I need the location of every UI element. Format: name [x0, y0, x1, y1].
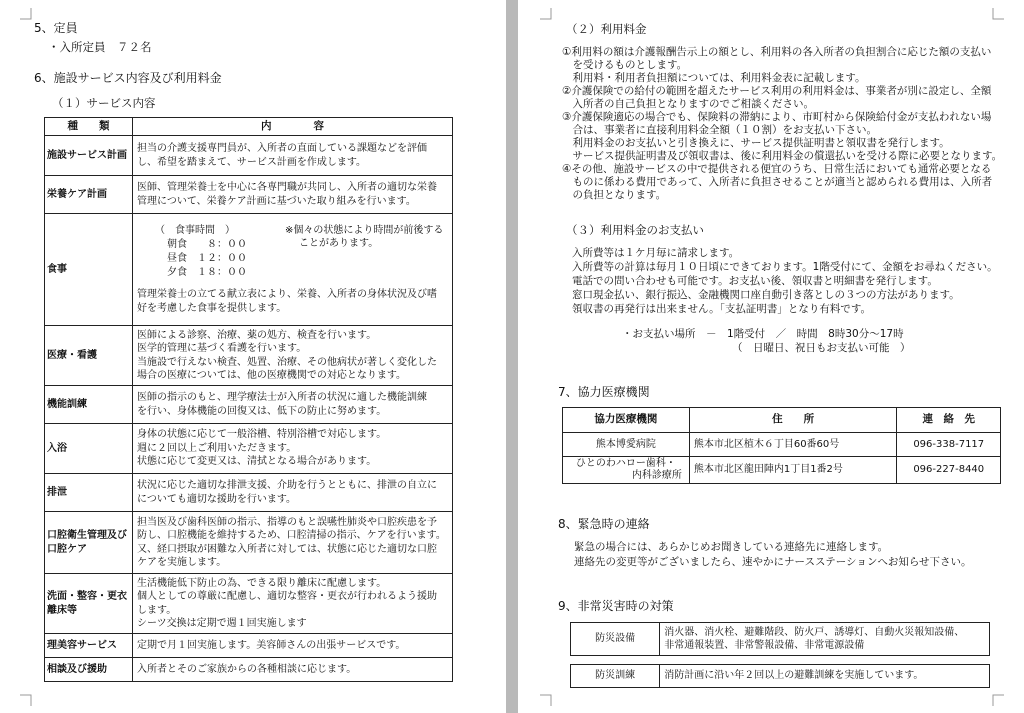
- crop-mark-icon: [992, 694, 1004, 706]
- section-7-heading: 7、協力医療機関: [558, 385, 650, 399]
- table-row: [45, 474, 453, 512]
- crop-mark-icon: [540, 694, 552, 706]
- fee-line: 利用料金のお支払いと引き換えに、サービス提供証明書と領収書を発行します。: [562, 137, 950, 149]
- row-text: 当施設で行えない検査、処置、治療、その他病状が著しく変化した: [137, 356, 438, 368]
- document-page-left: [0, 0, 506, 713]
- table-row: [45, 386, 453, 424]
- row-text: 好を考慮した食事を提供します。: [137, 302, 287, 314]
- table-row: [45, 176, 453, 214]
- header-contact: 連 絡 先: [897, 408, 1001, 433]
- row-label: 食事: [45, 214, 133, 326]
- hospital-tel: 096-338-7117: [897, 433, 1001, 457]
- row-text: 週に２回以上ご利用いただきます。: [137, 442, 297, 454]
- row-text: 場合の医療については、他の医療機関での対応となります。: [137, 369, 407, 381]
- row-label: 口腔衛生管理及び口腔ケア: [45, 512, 133, 574]
- row-text: 医師、管理栄養士を中心に各専門職が共同し、入所者の適切な栄養: [137, 182, 438, 194]
- meal-note: ことがあります。: [299, 238, 379, 250]
- row-text: し、希望を踏まえて、サービス計画を作成します。: [137, 156, 367, 168]
- crop-mark-icon: [992, 8, 1004, 20]
- header-content: 内 容: [133, 118, 453, 136]
- fee-line: ②介護保険での給付の範囲を超えたサービス利用の利用料金は、事業者が別に設定し、全額: [562, 85, 992, 97]
- row-text: 担当医及び歯科医師の指示、指導のもと誤嚥性肺炎や口腔疾患を予: [137, 516, 438, 528]
- fee-line: の負担となります。: [562, 189, 667, 201]
- section-9-heading: 9、非常災害時の対策: [558, 599, 674, 613]
- fee-line: を受けるものとします。: [562, 59, 688, 71]
- crop-mark-icon: [540, 8, 552, 20]
- row-text: 医学的管理に基づく看護を行います。: [137, 343, 307, 355]
- hospital-address: 熊本市北区龍田陣内1丁目1番2号: [689, 457, 897, 484]
- page-gap: [506, 0, 518, 713]
- payment-subheading: （３）利用料金のお支払い: [566, 223, 704, 237]
- fee-subheading: （２）利用料金: [566, 22, 647, 36]
- table-header-row: [45, 118, 453, 136]
- row-label: 入浴: [45, 424, 133, 474]
- row-text: シーツ交換は定期で週１回実施します: [137, 617, 307, 629]
- table-row: [45, 574, 453, 634]
- service-table: [44, 117, 453, 682]
- row-text: ケアを実施します。: [137, 556, 227, 568]
- fee-line: サービス提供証明書及び領収書は、後に利用料金の償還払いを受ける際に必要となります。: [562, 150, 1003, 162]
- disaster-text: 消防計画に沿い年２回以上の避難訓練を実施しています。: [664, 670, 924, 682]
- disaster-table: [570, 622, 990, 688]
- table-row: [45, 136, 453, 176]
- row-label: 排泄: [45, 474, 133, 512]
- table-row: [45, 658, 453, 682]
- row-text: 医師の指示のもと、理学療法士が入所者の状況に適した機能訓練: [137, 392, 428, 404]
- meal-dinner: 夕食 １８：００: [167, 267, 248, 279]
- document-page-right: [518, 0, 1024, 713]
- payment-place-note: （ 日曜日、祝日もお支払い可能 ）: [732, 342, 911, 354]
- crop-mark-icon: [20, 8, 32, 20]
- emergency-line: 緊急の場合には、あらかじめお聞きしている連絡先に連絡します。: [574, 541, 889, 553]
- disaster-text: 非常通報装置、非常警報設備、非常電源設備: [664, 640, 865, 651]
- row-text: 防し、口腔機能を維持するため、口腔清掃の指示、ケアを行います。: [137, 530, 446, 542]
- fee-line: 入所者の自己負担となりますのでご相談ください。: [562, 98, 814, 110]
- meal-header: （ 食事時間 ）: [155, 225, 236, 237]
- meal-note: ※個々の状態により時間が前後する: [285, 225, 444, 237]
- row-label: 相談及び援助: [45, 658, 133, 682]
- hospital-name: 内科診療所: [631, 470, 682, 481]
- row-text: 生活機能低下防止の為、できる限り離床に配慮します。: [137, 577, 387, 589]
- payment-line: 窓口現金払い、銀行振込、金融機関口座自動引き落としの３つの方法があります。: [572, 289, 960, 301]
- row-label: 理美容サービス: [45, 634, 133, 658]
- meal-lunch: 昼食 １２：００: [167, 253, 248, 265]
- fee-line: 利用料・利用者負担額については、利用料金表に記載します。: [562, 72, 866, 84]
- payment-line: 入所費等の計算は毎月１０日頃にできております。1階受付にて、金額をお尋ねください。: [572, 261, 998, 273]
- header-type: 種 類: [45, 118, 133, 136]
- table-row: [45, 424, 453, 474]
- row-label: 機能訓練: [45, 386, 133, 424]
- row-text: 定期で月１回実施します。美容師さんの出張サービスです。: [137, 639, 406, 651]
- row-text: します。: [137, 604, 177, 616]
- table-row: [45, 326, 453, 386]
- row-text: 又、経口摂取が困難な入所者に対しては、状態に応じた適切な口腔: [137, 543, 438, 555]
- payment-line: 領収書の再発行は出来ません。「支払証明書」となり有料です。: [572, 303, 872, 315]
- row-text: 管理について、栄養ケア計画に基づいた取り組みを行います。: [137, 195, 416, 207]
- row-text: 管理栄養士の立てる献立表により、栄養、入所者の身体状況及び嗜: [137, 289, 438, 301]
- section-8-heading: 8、緊急時の連絡: [558, 517, 650, 531]
- row-label: 洗面・整容・更衣離床等: [45, 574, 133, 634]
- row-label: 栄養ケア計画: [45, 176, 133, 214]
- header-hospital: 協力医療機関: [563, 408, 690, 433]
- table-row: [563, 457, 1001, 484]
- row-text: 状態に応じて変更又は、清拭となる場合があります。: [137, 456, 377, 468]
- table-row: [45, 214, 453, 326]
- header-address: 住 所: [689, 408, 897, 433]
- emergency-line: 連絡先の変更等がございましたら、速やかにナースステーションへお知らせ下さい。: [574, 556, 972, 568]
- capacity-item: ・入所定員 ７２名: [48, 40, 152, 54]
- crop-mark-icon: [20, 694, 32, 706]
- service-content-subheading: （１）サービス内容: [52, 96, 156, 110]
- payment-line: 入所費等は１ケ月毎に請求します。: [572, 247, 740, 259]
- fee-line: ④その他、施設サービスの中で提供される便宜のうち、日常生活においても通常必要となる: [562, 163, 992, 175]
- section-5-heading: 5、定員: [34, 21, 78, 35]
- hospital-name: ひとのわハロー歯科・: [575, 458, 676, 469]
- row-text: 身体の状態に応じて一般浴槽、特別浴槽で対応します。: [137, 429, 387, 441]
- row-label: 施設サービス計画: [45, 136, 133, 176]
- fee-line: ものに係わる費用であって、入所者に負担させることが適当と認められる費用は、入所者: [562, 176, 993, 188]
- row-text: 状況に応じた適切な排泄支援、介助を行うとともに、排泄の自立に: [137, 480, 438, 492]
- row-text: を行い、身体機能の回復又は、低下の防止に努めます。: [137, 405, 387, 417]
- row-text: 入所者とそのご家族からの各種相談に応じます。: [137, 663, 357, 675]
- hospital-tel: 096-227-8440: [897, 457, 1001, 484]
- row-label: 医療・看護: [45, 326, 133, 386]
- section-6-heading: 6、施設サービス内容及び利用料金: [34, 71, 222, 85]
- table-header-row: [563, 408, 1001, 433]
- disaster-text: 消火器、消火栓、避難階段、防火戸、誘導灯、自動火災報知設備、: [664, 626, 965, 638]
- table-row: [571, 623, 990, 656]
- table-row: [45, 634, 453, 658]
- fee-line: 合は、事業者に直接利用料金全額（１０割）をお支払い下さい。: [562, 124, 877, 136]
- meal-times: [137, 224, 448, 288]
- row-text: 個人としての尊厳に配慮し、適切な整容・更衣が行われるよう援助: [137, 591, 438, 603]
- table-row: [45, 512, 453, 574]
- row-text: 担当の介護支援専門員が、入所者の直面している課題などを評価: [137, 143, 428, 155]
- hospital-table: [562, 407, 1001, 484]
- payment-place: ・お支払い場所 － 1階受付 ／ 時間 8時30分～17時: [622, 328, 904, 340]
- row-text: 医師による診察、治療、薬の処方、検査を行います。: [137, 329, 377, 341]
- fee-line: ①利用料の額は介護報酬告示上の額とし、利用料の各入所者の負担割合に応じた額の支払い: [562, 46, 992, 58]
- disaster-label: 防災設備: [571, 623, 660, 656]
- row-text: についても適切な援助を行います。: [137, 493, 297, 505]
- fee-line: ③介護保険適応の場合でも、保険料の滞納により、市町村から保険給付金が支払われない場: [562, 111, 992, 123]
- table-row: [563, 433, 1001, 457]
- disaster-label: 防災訓練: [571, 665, 660, 688]
- meal-breakfast: 朝食 ８：００: [167, 239, 248, 251]
- table-row: [571, 665, 990, 688]
- hospital-address: 熊本市北区植木６丁目60番60号: [689, 433, 897, 457]
- hospital-name: 熊本博愛病院: [563, 433, 690, 457]
- payment-line: 電話での問い合わせも可能です。お支払い後、領収書と明細書を発行します。: [572, 275, 938, 287]
